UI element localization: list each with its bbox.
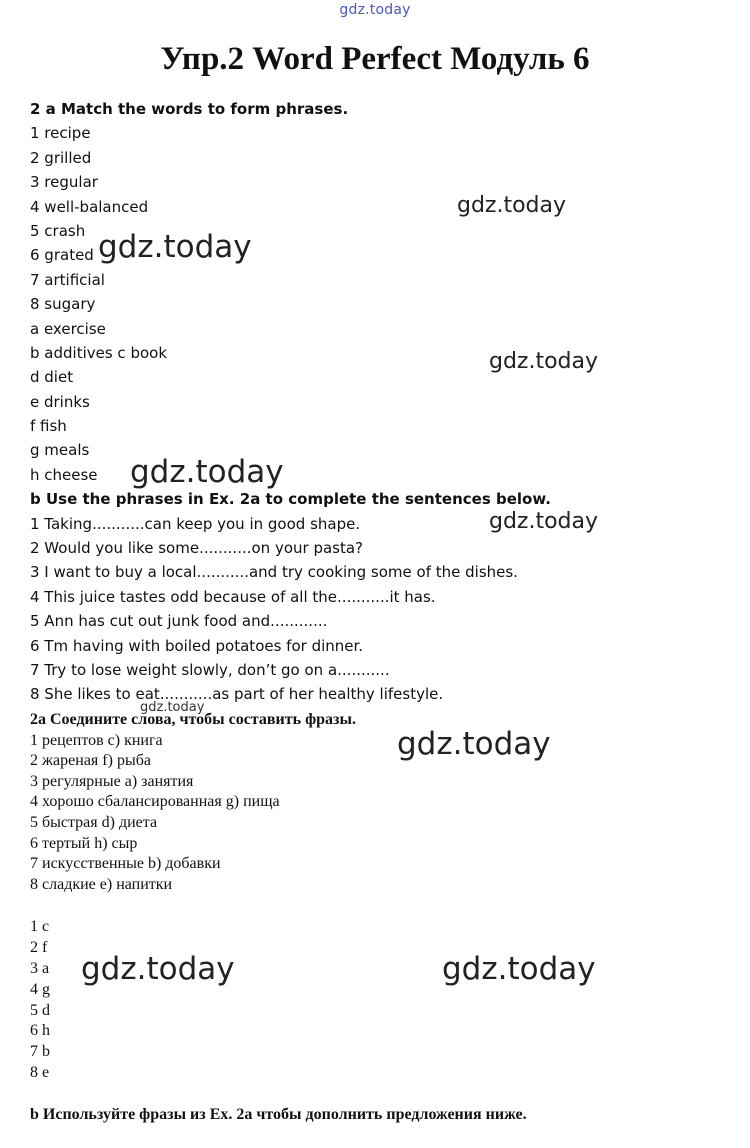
answer-item: 6 h (30, 1022, 50, 1040)
page-title: Упр.2 Word Perfect Модуль 6 (160, 41, 590, 77)
part-a-heading: 2 a Match the words to form phrases. (30, 100, 349, 118)
match-item: d diet (30, 368, 74, 387)
sentence-item: 6 Tm having with boiled potatoes for dinner. (30, 636, 364, 655)
sentence-item: 4 This juice tastes odd because of all the...........it has. (30, 587, 436, 606)
watermark: gdz.today (489, 509, 599, 534)
match-item: a exercise (30, 319, 106, 338)
match-item: 5 crash (30, 221, 86, 240)
watermark: gdz.today (130, 454, 284, 490)
match-item: 3 regular (30, 173, 98, 192)
sentence-item: 3 I want to buy a local...........and try cooking some of the dishes. (30, 563, 518, 582)
match-item: 6 grated (30, 246, 94, 265)
answer-item: 2 f (30, 938, 48, 956)
watermark: gdz.today (457, 193, 567, 218)
watermark: gdz.today (81, 951, 235, 987)
sentence-item: 5 Ann has cut out junk food and............ (30, 612, 328, 631)
watermark: gdz.today (397, 726, 551, 762)
ru-match-item: 6 тертый h) сыр (30, 834, 138, 852)
match-item: 1 recipe (30, 124, 91, 143)
ru-match-item: 3 регулярные a) занятия (30, 772, 194, 790)
exercise-2-russian (30, 710, 720, 895)
watermark: gdz.today (98, 229, 252, 265)
sentence-item: 2 Would you like some...........on your pasta? (30, 539, 364, 558)
sentence-item: 8 She likes to eat...........as part of her healthy lifestyle. (30, 685, 444, 704)
match-item: h cheese (30, 465, 98, 484)
answer-key (30, 917, 130, 1084)
answer-item: 3 a (30, 959, 50, 977)
watermark: gdz.today (140, 700, 205, 715)
match-item: 4 well-balanced (30, 197, 149, 216)
match-item: 7 artificial (30, 270, 105, 289)
ru-part-a-heading: 2a Соедините слова, чтобы составить фразы. (30, 711, 356, 728)
ru-match-item: 7 искусственные b) добавки (30, 855, 221, 873)
ru-match-item: 1 рецептов c) книга (30, 731, 163, 749)
answer-item: 8 e (30, 1064, 50, 1082)
sentence-item: 1 Taking...........can keep you in good shape. (30, 514, 361, 533)
ru-match-item: 4 хорошо сбалансированная g) пища (30, 793, 280, 811)
part-b-heading: b Use the phrases in Ex. 2a to complete the sentences below. (30, 490, 551, 509)
watermark: gdz.today (442, 951, 596, 987)
ru-match-item: 2 жареная f) рыба (30, 752, 151, 770)
watermark: gdz.today (489, 349, 599, 374)
answer-item: 7 b (30, 1043, 50, 1061)
exercise-2-english (30, 97, 720, 707)
match-item: e drinks (30, 392, 90, 411)
header-watermark: gdz.today (339, 2, 411, 18)
match-item: f fish (30, 417, 67, 436)
answer-item: 4 g (30, 980, 50, 998)
match-item: 2 grilled (30, 148, 92, 167)
answer-item: 1 c (30, 918, 50, 935)
match-item: g meals (30, 441, 90, 460)
ru-match-item: 5 быстрая d) диета (30, 813, 158, 831)
ru-part-b-heading: b Используйте фразы из Ex. 2a чтобы дополнить предложения ниже. (30, 1106, 527, 1123)
match-item: b additives c book (30, 343, 168, 362)
sentence-item: 7 Try to lose weight slowly, don’t go on a........... (30, 660, 390, 679)
match-item: 8 sugary (30, 295, 96, 314)
ru-match-item: 8 сладкие e) напитки (30, 875, 173, 893)
answer-item: 5 d (30, 1001, 50, 1019)
